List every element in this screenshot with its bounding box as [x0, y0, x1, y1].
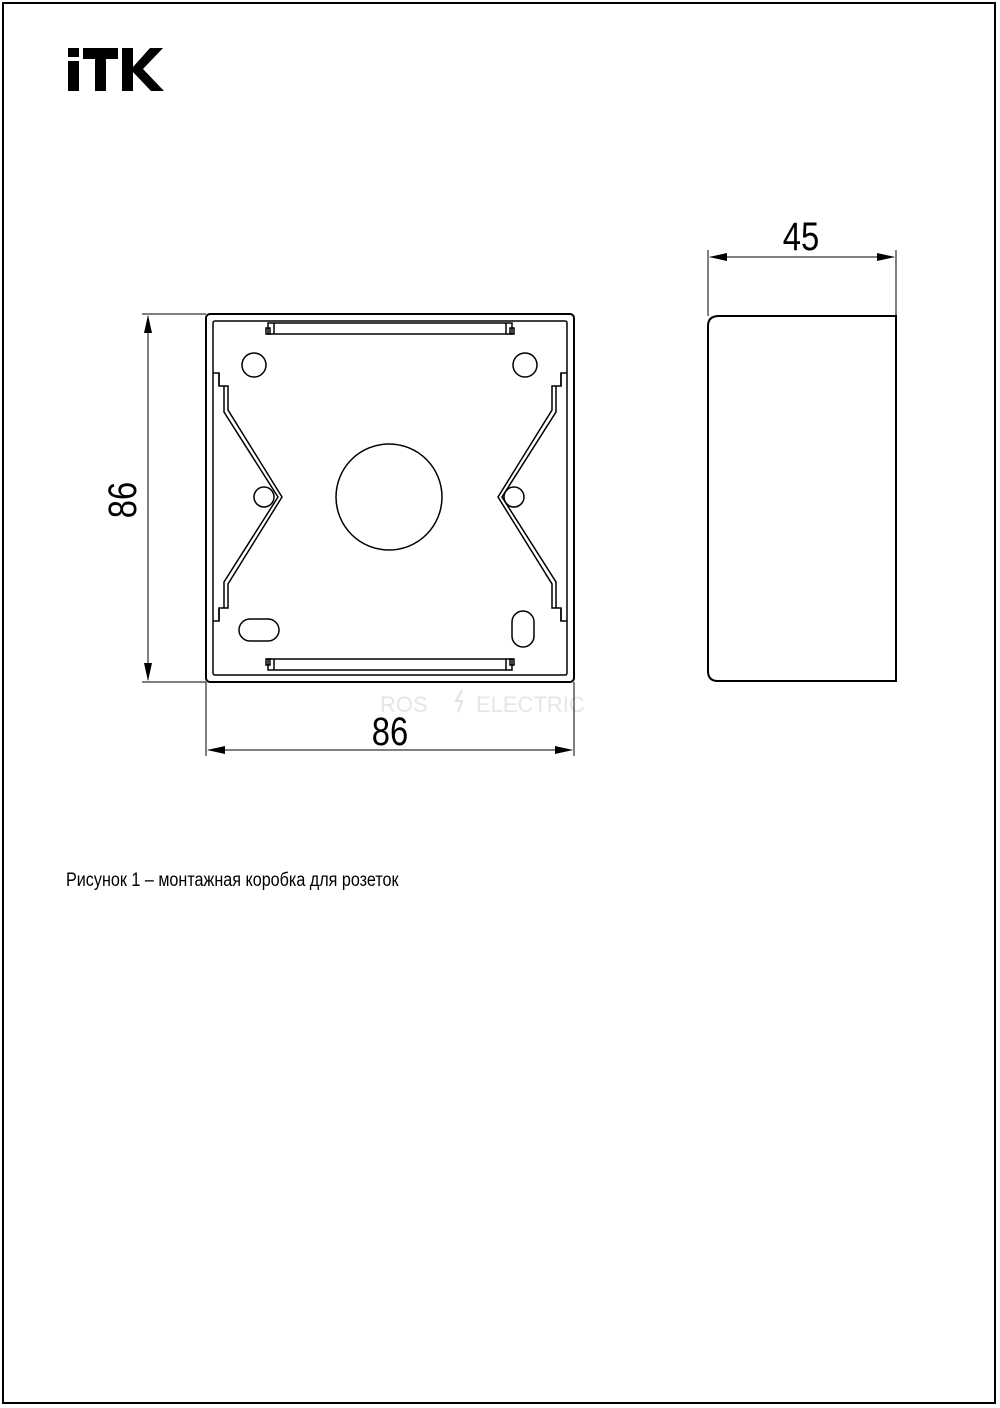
cable-entry-hole	[336, 444, 442, 550]
bottom-rail	[266, 659, 514, 670]
hole-top-left	[242, 353, 266, 377]
side-depth-label: 45	[782, 213, 820, 259]
front-width-label: 86	[371, 708, 409, 754]
hole-top-right	[513, 353, 537, 377]
dimension-side-depth	[708, 250, 896, 316]
side-view	[708, 316, 896, 681]
svg-text:ELECTRIC: ELECTRIC	[476, 692, 585, 717]
front-outer-outline	[206, 314, 574, 682]
top-rail	[266, 323, 514, 334]
figure-caption: Рисунок 1 – монтажная коробка для розеток	[66, 870, 399, 891]
front-inner-outline	[213, 321, 567, 675]
front-height-label: 86	[99, 481, 145, 519]
slot-bottom-left	[239, 619, 279, 641]
front-view	[206, 314, 574, 682]
slot-bottom-right	[512, 611, 534, 647]
hole-middle-left	[254, 487, 274, 507]
svg-text:ROS: ROS	[380, 692, 428, 717]
left-bracket	[213, 373, 282, 621]
right-bracket	[498, 373, 567, 621]
watermark	[380, 690, 585, 717]
dimension-front-height	[142, 314, 206, 682]
hole-middle-right	[504, 487, 524, 507]
